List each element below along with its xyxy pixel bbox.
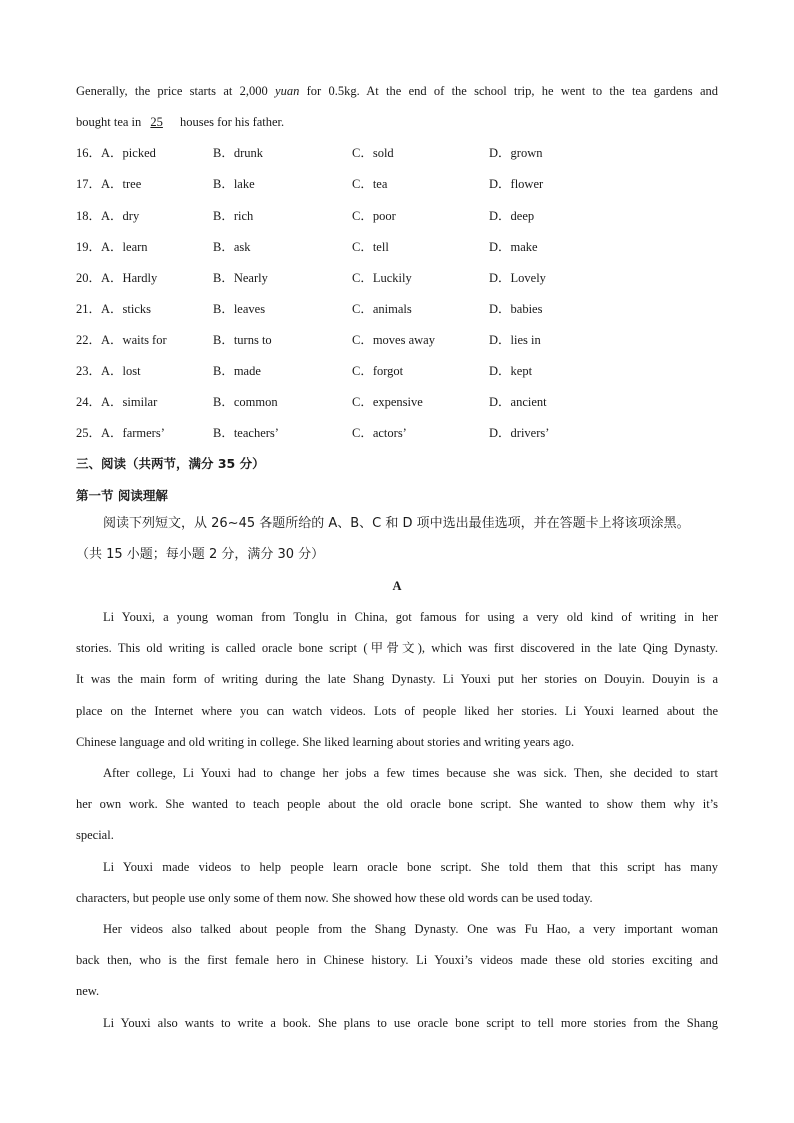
passage-line: It was the main form of writing during the late Shang Dynasty. Li Youxi put her stories on Douyin. Douyin is a	[76, 672, 718, 687]
option-d: D．kept	[489, 364, 533, 379]
option-a: A．farmers’	[101, 426, 165, 441]
option-a: A．dry	[101, 208, 140, 223]
question-number: 22．	[76, 332, 102, 347]
option-a: A．Hardly	[101, 270, 158, 285]
passage-paragraph-3	[76, 854, 718, 916]
passage-line: Her videos also talked about people from the Shang Dynasty. One was Fu Hao, a very important woman	[103, 921, 718, 936]
option-a: A．lost	[101, 364, 141, 379]
option-row	[76, 358, 718, 389]
option-row	[76, 296, 718, 327]
answer-blank-25: 25	[150, 115, 163, 130]
intro-text: Generally, the price starts at 2,000	[76, 84, 276, 98]
question-number: 23．	[76, 364, 102, 379]
option-d: D．make	[489, 239, 538, 254]
intro-line-1	[76, 78, 718, 109]
option-a: A．learn	[101, 239, 148, 254]
passage-line: her own work. She wanted to teach people about the old oracle bone script. She wanted to show them why it’s	[76, 797, 718, 812]
option-b: B．drunk	[213, 146, 264, 161]
intro-text: bought tea in	[76, 115, 145, 130]
option-row	[76, 420, 718, 451]
options-list	[76, 140, 718, 451]
instruction-line-1: 阅读下列短文，从 26~45 各题所给的 A、B、C 和 D 项中选出最佳选项，并在答题卡上将该项涂黑。	[103, 515, 690, 531]
option-a: A．sticks	[101, 301, 152, 316]
passage-line: stories. This old writing is called oracle bone script (甲骨文), which was first discovered in the late Qing Dynasty.	[76, 641, 718, 656]
passage-line: special.	[76, 828, 114, 843]
passage-line: new.	[76, 984, 100, 999]
intro-text: for 0.5kg. At the end of the school trip, he went to the tea gardens and	[299, 84, 718, 98]
passage-line: Chinese language and old writing in college. She liked learning about stories and writing years ago.	[76, 734, 575, 749]
passage-line: After college, Li Youxi had to change her jobs a few times because she was sick. Then, she decided to start	[103, 766, 718, 780]
option-c: C．expensive	[352, 395, 423, 410]
question-number: 24．	[76, 395, 102, 410]
passage-line: Li Youxi also wants to write a book. She plans to use oracle bone script to tell more stories from the Shang	[103, 1015, 718, 1030]
option-row	[76, 234, 718, 265]
option-a: A．similar	[101, 395, 158, 410]
option-d: D．babies	[489, 301, 543, 316]
option-b: B．Nearly	[213, 270, 268, 285]
option-row	[76, 203, 718, 234]
option-c: C．Luckily	[352, 270, 412, 285]
option-c: C．actors’	[352, 426, 407, 441]
option-row	[76, 140, 718, 171]
option-a: A．waits for	[101, 332, 167, 347]
intro-line-2	[76, 109, 718, 140]
option-d: D．grown	[489, 146, 543, 161]
option-c: C．tea	[352, 177, 388, 192]
question-number: 19．	[76, 239, 102, 254]
question-number: 20．	[76, 270, 102, 285]
option-c: C．tell	[352, 239, 389, 254]
intro-italic-word: yuan	[275, 84, 300, 98]
section-sub-heading: 第一节 阅读理解	[76, 487, 168, 503]
instruction-line-2: （共 15 小题；每小题 2 分，满分 30 分）	[76, 546, 325, 562]
option-row	[76, 389, 718, 420]
option-c: C．moves away	[352, 332, 435, 347]
option-c: C．forgot	[352, 364, 404, 379]
option-c: C．sold	[352, 146, 394, 161]
question-number: 25．	[76, 426, 102, 441]
option-d: D．Lovely	[489, 270, 546, 285]
question-number: 21．	[76, 301, 102, 316]
option-row	[76, 265, 718, 296]
passage-line: characters, but people use only some of them now. She showed how these old words can be used today.	[76, 890, 593, 905]
option-b: B．leaves	[213, 301, 266, 316]
option-b: B．common	[213, 395, 278, 410]
option-b: B．ask	[213, 239, 251, 254]
option-row	[76, 327, 718, 358]
section-heading: 三、阅读（共两节，满分 35 分）	[76, 456, 265, 472]
question-number: 17．	[76, 177, 102, 192]
question-number: 18．	[76, 208, 102, 223]
passage-line: Li Youxi made videos to help people learn oracle bone script. She told them that this script has many	[103, 859, 718, 874]
passage-line: back then, who is the first female hero in Chinese history. Li Youxi’s videos made these old stories exciting and	[76, 953, 718, 968]
document-page	[76, 78, 718, 1041]
option-b: B．turns to	[213, 332, 272, 347]
passage-paragraph-2	[76, 760, 718, 854]
option-d: D．lies in	[489, 332, 541, 347]
option-b: B．lake	[213, 177, 255, 192]
option-d: D．deep	[489, 208, 535, 223]
option-c: C．poor	[352, 208, 396, 223]
option-b: B．rich	[213, 208, 254, 223]
option-c: C．animals	[352, 301, 412, 316]
passage-label: A	[392, 578, 402, 593]
option-d: D．ancient	[489, 395, 547, 410]
option-d: D．flower	[489, 177, 544, 192]
option-b: B．made	[213, 364, 261, 379]
option-d: D．drivers’	[489, 426, 550, 441]
option-row	[76, 171, 718, 202]
passage-line: Li Youxi, a young woman from Tonglu in China, got famous for using a very old kind of writing in her	[103, 610, 718, 625]
option-a: A．tree	[101, 177, 142, 192]
option-a: A．picked	[101, 146, 156, 161]
question-number: 16．	[76, 146, 102, 161]
passage-paragraph-4	[76, 916, 718, 1010]
intro-text: houses for his father.	[176, 115, 285, 130]
passage-line: place on the Internet where you can watch videos. Lots of people liked her stories. Li Youxi learned about the	[76, 703, 718, 718]
option-b: B．teachers’	[213, 426, 279, 441]
passage-paragraph-1	[76, 604, 718, 760]
passage-paragraph-5	[76, 1010, 718, 1041]
